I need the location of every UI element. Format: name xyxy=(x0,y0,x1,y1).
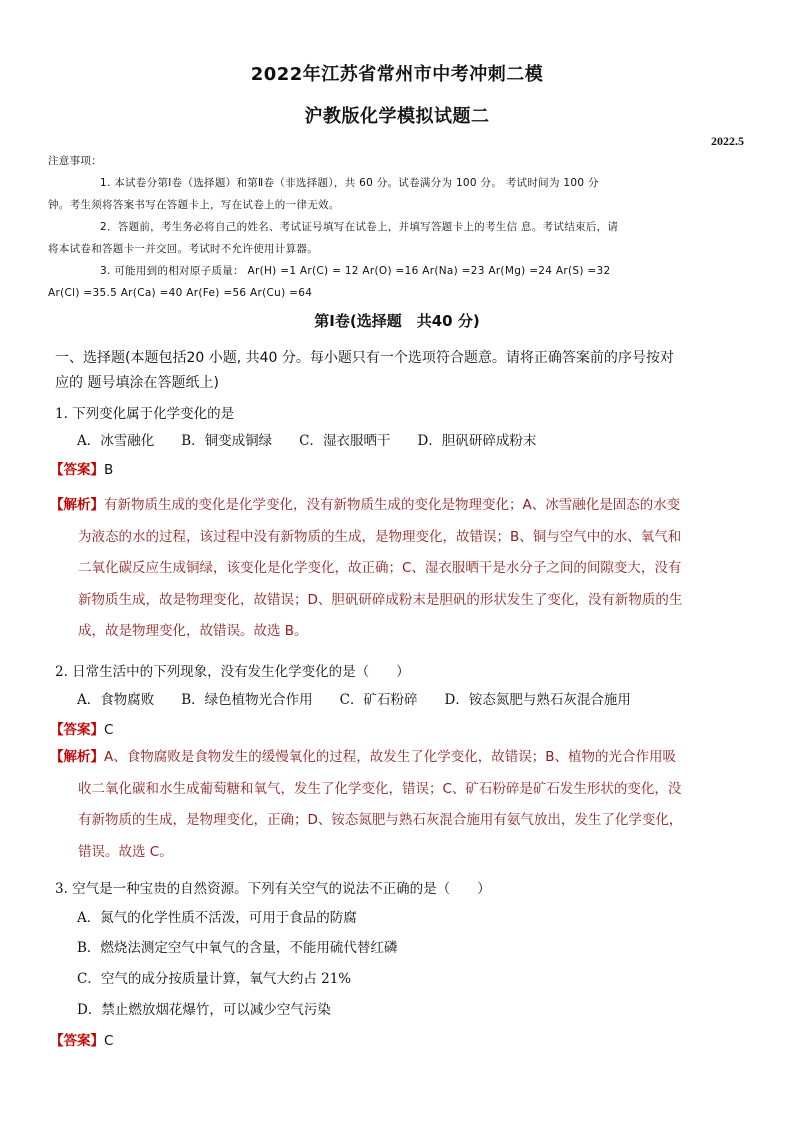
analysis-line: 有新物质的生成，是物理变化，正确；D、铵态氮肥与熟石灰混合施用有氨气放出，发生了化学变化， xyxy=(78,812,683,828)
question-3-option-c: C．空气的成分按质量计算，氧气大约占 21% xyxy=(77,971,352,987)
question-3-option-a: A．氮气的化学性质不活泼，可用于食品的防腐 xyxy=(77,910,357,926)
question-1-answer xyxy=(50,458,113,478)
exam-subtitle: 沪教版化学模拟试题二 xyxy=(304,106,490,127)
notice-item-2b: 将本试卷和答题卡一并交回。考试时不允许使用计算器。 xyxy=(48,243,318,255)
notice-item-3b: Ar(Cl) =35.5 Ar(Ca) =40 Ar(Fe) =56 Ar(Cu) =64 xyxy=(48,287,313,299)
question-1-stem: 1. 下列变化属于化学变化的是 xyxy=(55,406,235,422)
question-3-option-b: B．燃烧法测定空气中氧气的含量，不能用硫代替红磷 xyxy=(77,940,398,956)
part-heading xyxy=(55,346,755,396)
question-3-answer xyxy=(50,1029,113,1049)
part-heading-line-1: 一、选择题(本题包括20 小题, 共40 分。每小题只有一个选项符合题意。请将正确答案前的序号按对 xyxy=(55,350,674,366)
answer-tag: 【答案】 xyxy=(50,1033,104,1049)
analysis-tag: 【解析】 xyxy=(50,749,104,765)
answer-tag: 【答案】 xyxy=(50,722,104,738)
analysis-line: 错误。故选 C。 xyxy=(78,843,173,860)
analysis-line: A、食物腐败是食物发生的缓慢氧化的过程，故发生了化学变化，故错误；B、植物的光合作用吸 xyxy=(104,749,676,765)
question-2-answer xyxy=(50,718,113,738)
part-heading-line-2: 应的 题号填涂在答题纸上) xyxy=(55,375,219,391)
answer-value: C xyxy=(104,1033,114,1049)
question-2-stem: 2. 日常生活中的下列现象，没有发生化学变化的是（ ） xyxy=(55,664,410,680)
exam-title: 2022年江苏省常州市中考冲刺二模 xyxy=(250,64,544,85)
notice-item-3a: 3. 可能用到的相对原子质量： Ar(H) =1 Ar(C) = 12 Ar(O) =16 Ar(Na) =23 Ar(Mg) =24 Ar(S) =32 xyxy=(100,265,611,277)
analysis-line: 新物质生成，故是物理变化，故错误；D、胆矾研碎成粉末是胆矾的形状发生了变化，没有新物质的生 xyxy=(78,591,683,608)
question-2-options: A．食物腐败 B．绿色植物光合作用 C．矿石粉碎 D．铵态氮肥与熟石灰混合施用 xyxy=(77,692,631,708)
exam-date: 2022.5 xyxy=(711,134,744,148)
answer-value: B xyxy=(104,462,114,478)
analysis-line: 为液态的水的过程，该过程中没有新物质的生成，是物理变化，故错误；B、铜与空气中的水、氧气和 xyxy=(78,528,682,545)
notice-heading: 注意事项： xyxy=(48,155,102,167)
analysis-line: 有新物质生成的变化是化学变化，没有新物质生成的变化是物理变化；A、冰雪融化是固态的水变 xyxy=(104,497,681,513)
analysis-line: 二氧化碳反应生成铜绿，该变化是化学变化，故正确；C、湿衣服晒干是水分子之间的间隙变大，没有 xyxy=(78,560,682,576)
notice-block xyxy=(48,150,748,304)
question-3-option-d: D．禁止燃放烟花爆竹，可以减少空气污染 xyxy=(77,1002,331,1018)
answer-value: C xyxy=(104,722,114,738)
analysis-tag: 【解析】 xyxy=(50,497,104,513)
question-2-analysis xyxy=(50,742,710,868)
notice-item-1b: 钟。考生须将答案书写在答题卡上，写在试卷上的一律无效。 xyxy=(48,199,340,211)
analysis-line: 收二氧化碳和水生成葡萄糖和氧气，发生了化学变化，错误；C、矿石粉碎是矿石发生形状的变化，没 xyxy=(78,780,682,797)
notice-item-1a: 1. 本试卷分第Ⅰ卷（选择题）和第Ⅱ卷（非选择题），共 60 分。试卷满分为 100 分。 考试时间为 100 分 xyxy=(100,177,599,189)
analysis-line: 成，故是物理变化，故错误。故选 B。 xyxy=(78,623,308,639)
notice-item-2a: 2．答题前，考生务必将自己的姓名、考试证号填写在试卷上，并填写答题卡上的考生信 息。考试结束后，请 xyxy=(100,221,619,233)
section-title: 第Ⅰ卷(选择题 共40 分) xyxy=(314,312,480,330)
question-1-analysis xyxy=(50,490,710,648)
question-1-options: A．冰雪融化 B．铜变成铜绿 C．湿衣服晒干 D．胆矾研碎成粉末 xyxy=(77,433,537,449)
question-3-stem: 3. 空气是一种宝贵的自然资源。下列有关空气的说法不正确的是（ ） xyxy=(55,881,491,897)
answer-tag: 【答案】 xyxy=(50,462,104,478)
